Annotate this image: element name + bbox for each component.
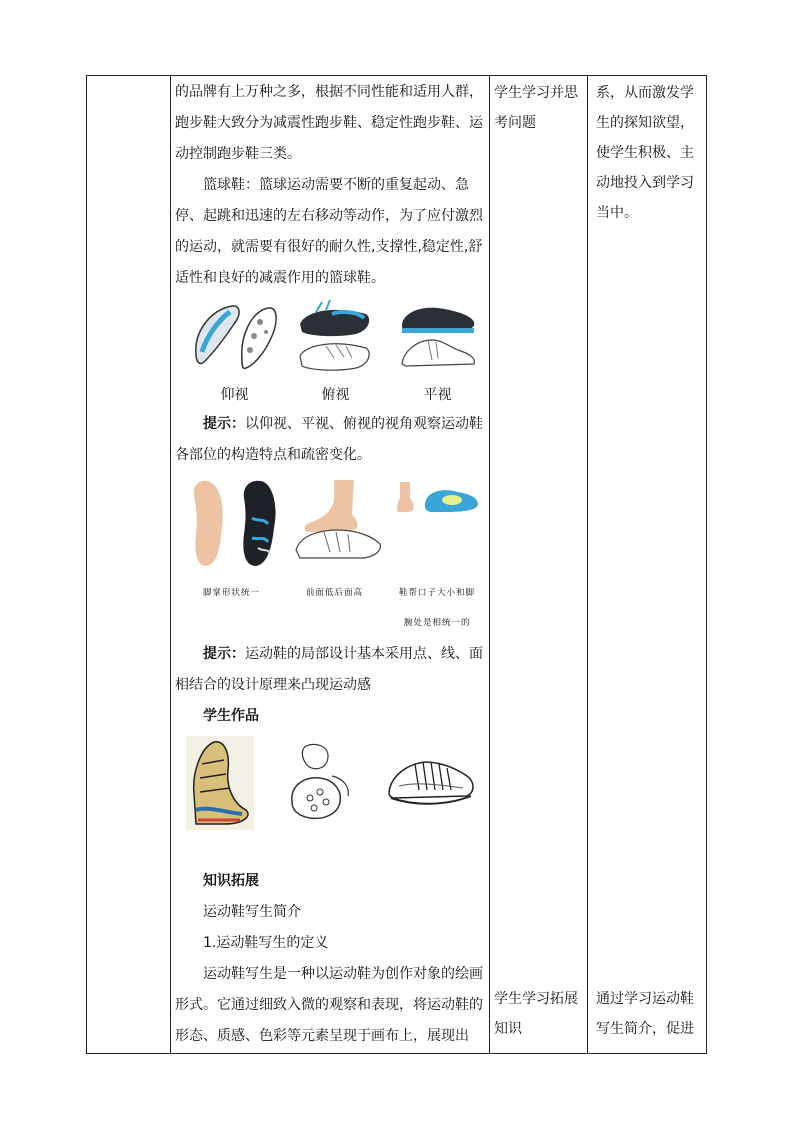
column-divider bbox=[170, 76, 171, 1053]
student-work-sketch-sole-image bbox=[286, 742, 356, 822]
student-activity-bottom: 学生学习拓展知识 bbox=[494, 991, 578, 1037]
tip1-text: 以仰视、平视、俯视的视角观察运动鞋各部位的构造特点和疏密变化。 bbox=[175, 416, 483, 463]
sneaker-intro-title: 运动鞋写生简介 bbox=[203, 904, 301, 920]
column-divider bbox=[587, 76, 588, 1053]
design-purpose-bottom: 通过学习运动鞋写生简介，促进 bbox=[596, 991, 694, 1037]
knowledge-block bbox=[175, 866, 486, 1052]
intro-paragraph: 的品牌有上万种之多，根据不同性能和适用人群，跑步鞋大致分为减震性跑步鞋、稳定性跑步鞋、运动控制跑步鞋三类。 bbox=[175, 84, 483, 162]
shoe-top-view-image bbox=[296, 300, 374, 376]
basketball-paragraph: 篮球鞋：篮球运动需要不断的重复起动、急停、起跳和迅速的左右移动等动作，为了应付激烈的运动，就需要有很好的耐久性,支撑性,稳定性,舒适性和良好的减震作用的篮球鞋。 bbox=[175, 177, 483, 286]
tip1-label: 提示： bbox=[203, 416, 245, 432]
foot-on-shoe-image bbox=[294, 478, 384, 566]
definition-paragraph: 运动鞋写生是一种以运动鞋为创作对象的绘画形式。它通过细致入微的观察和表现，将运动鞋的形态、质感、色彩等元素呈现于画布上，展现出 bbox=[175, 966, 483, 1044]
foot-sole-image bbox=[188, 478, 282, 570]
caption-collar-size-cont: 腕处是相统一的 bbox=[404, 618, 471, 628]
tip2-block bbox=[175, 639, 486, 732]
caption-sole-shape: 脚掌形状统一 bbox=[203, 588, 261, 598]
caption-collar-size: 鞋帮口子大小和脚 bbox=[399, 588, 476, 598]
definition-title: 1.运动鞋写生的定义 bbox=[203, 935, 329, 951]
tip2-label: 提示： bbox=[203, 646, 245, 662]
knowledge-label: 知识拓展 bbox=[203, 873, 259, 889]
caption-front-low-back-high: 前面低后面高 bbox=[306, 588, 364, 598]
tip1-block bbox=[175, 409, 486, 471]
view-caption-side: 平视 bbox=[423, 387, 452, 403]
student-works-label: 学生作品 bbox=[203, 708, 259, 724]
foot-and-shoe-pair-image bbox=[394, 480, 480, 524]
content-column bbox=[175, 75, 486, 294]
view-caption-top: 俯视 bbox=[321, 387, 350, 403]
student-activity-top: 学生学习并思考问题 bbox=[494, 85, 578, 131]
column-divider bbox=[489, 76, 490, 1053]
student-work-sketch-side-image bbox=[385, 752, 477, 810]
tip2-text: 运动鞋的局部设计基本采用点、线、面相结合的设计原理来凸现运动感 bbox=[175, 646, 483, 693]
shoe-bottom-view-image bbox=[190, 302, 280, 372]
student-work-colored-shoe-image bbox=[184, 734, 256, 832]
view-caption-bottom: 仰视 bbox=[220, 387, 249, 403]
design-purpose-top: 系，从而激发学生的探知欲望，使学生积极、主动地投入到学习当中。 bbox=[596, 85, 694, 221]
shoe-side-view-image bbox=[398, 300, 478, 376]
